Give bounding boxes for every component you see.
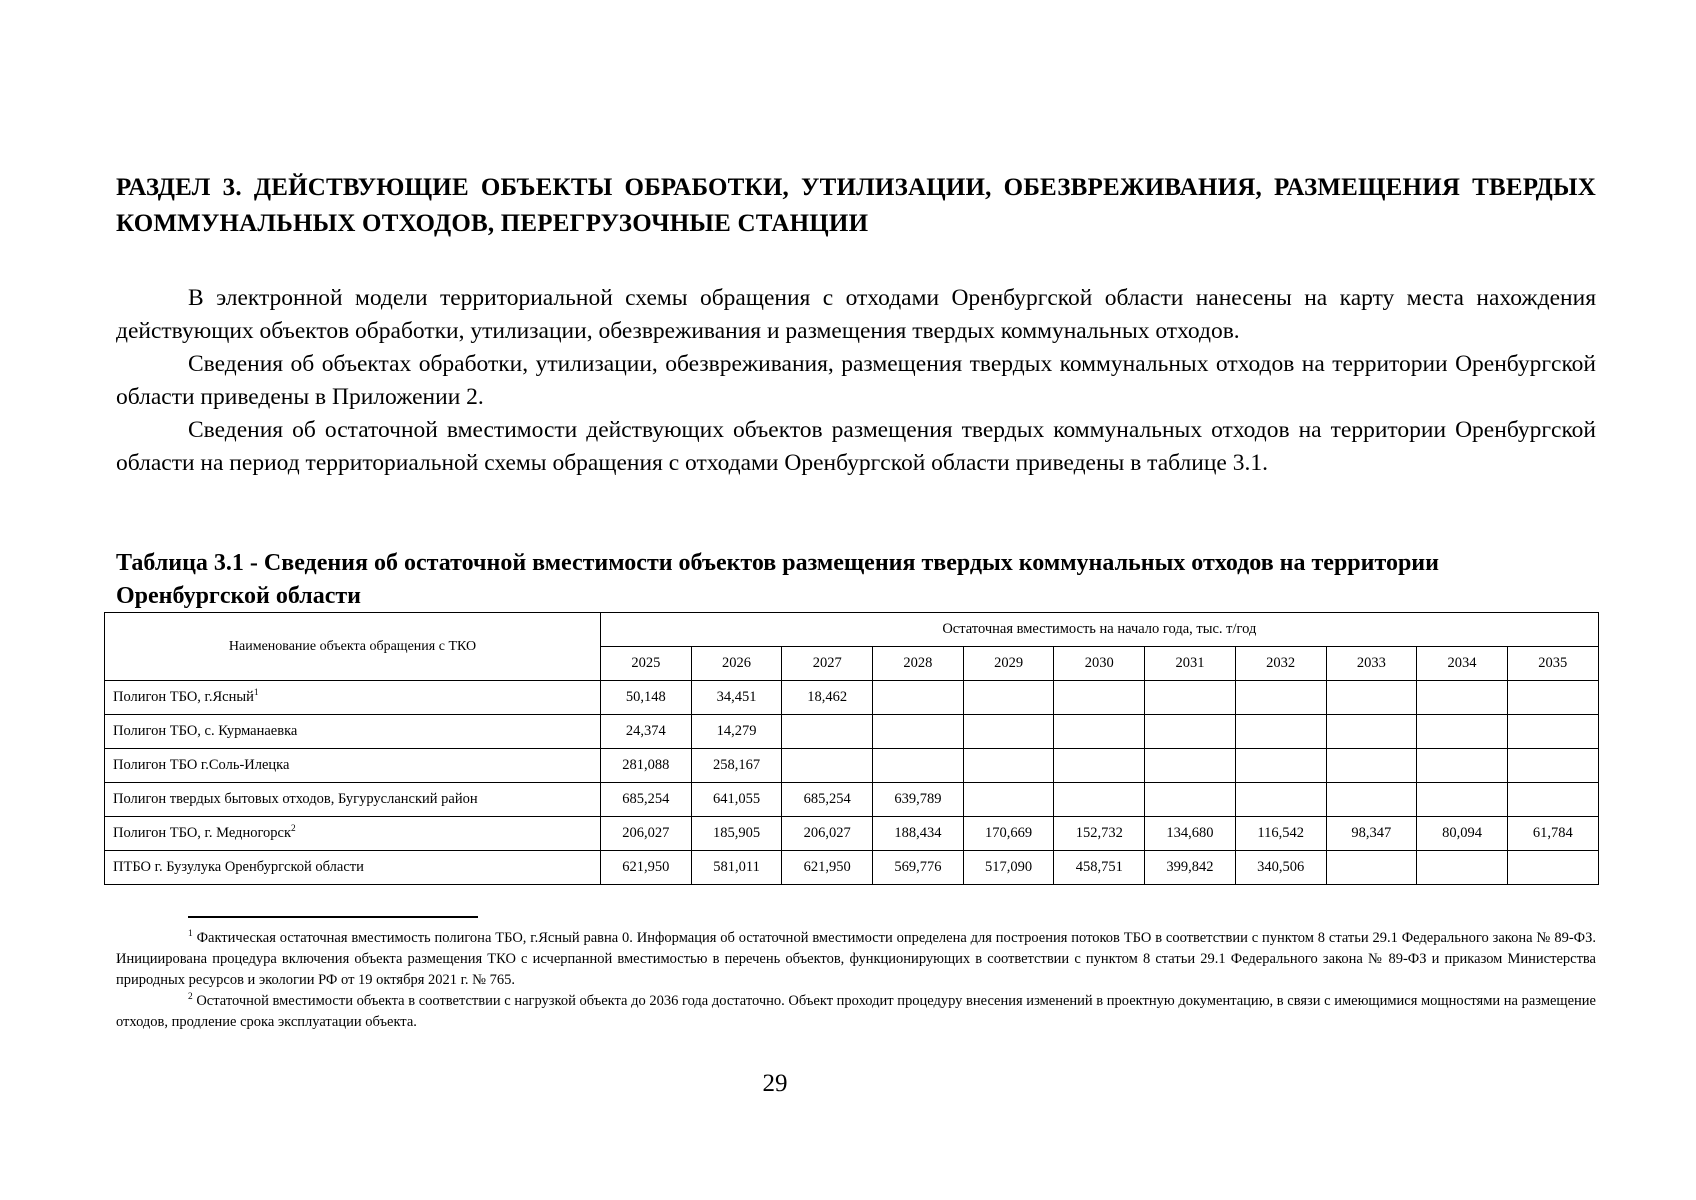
capacity-cell xyxy=(782,749,873,783)
footnote-ref: 1 xyxy=(253,688,259,699)
paragraph: В электронной модели территориальной схемы обращения с отходами Оренбургской области нанесены на карту места нахождения действующих объектов обработки, утилизации, обезвреживания и размещения твердых коммунальных отходов. xyxy=(116,285,1596,344)
page-number: 29 xyxy=(762,1070,788,1097)
capacity-cell xyxy=(1507,681,1598,715)
facility-name: Полигон ТБО, г.Ясный xyxy=(113,689,254,705)
capacity-cell: 170,669 xyxy=(963,817,1054,851)
table-row xyxy=(105,681,1599,715)
facility-name-cell xyxy=(105,783,601,817)
capacity-cell: 24,374 xyxy=(601,715,692,749)
capacity-cell: 340,506 xyxy=(1235,851,1326,885)
year-header: 2029 xyxy=(963,647,1054,681)
capacity-cell xyxy=(1326,783,1417,817)
capacity-cell xyxy=(1417,715,1508,749)
capacity-table xyxy=(104,612,1599,885)
capacity-cell xyxy=(1145,783,1236,817)
capacity-cell xyxy=(1235,715,1326,749)
paragraph: Сведения об объектах обработки, утилизации, обезвреживания, размещения твердых коммунальных отходов на территории Оренбургской области приведены в Приложении 2. xyxy=(116,351,1596,410)
year-header: 2034 xyxy=(1417,647,1508,681)
capacity-cell: 134,680 xyxy=(1145,817,1236,851)
capacity-cell: 18,462 xyxy=(782,681,873,715)
year-header: 2028 xyxy=(873,647,964,681)
capacity-cell xyxy=(963,681,1054,715)
capacity-cell xyxy=(782,715,873,749)
capacity-cell xyxy=(1054,783,1145,817)
year-header: 2031 xyxy=(1145,647,1236,681)
capacity-cell xyxy=(873,681,964,715)
capacity-cell xyxy=(1054,749,1145,783)
capacity-cell xyxy=(1417,749,1508,783)
capacity-cell: 116,542 xyxy=(1235,817,1326,851)
capacity-cell: 61,784 xyxy=(1507,817,1598,851)
capacity-cell xyxy=(1054,681,1145,715)
year-header: 2033 xyxy=(1326,647,1417,681)
capacity-cell: 399,842 xyxy=(1145,851,1236,885)
capacity-cell: 581,011 xyxy=(691,851,782,885)
capacity-cell: 685,254 xyxy=(782,783,873,817)
facility-name: Полигон ТБО г.Соль-Илецка xyxy=(113,757,290,773)
capacity-cell: 34,451 xyxy=(691,681,782,715)
capacity-cell xyxy=(1326,681,1417,715)
capacity-cell: 206,027 xyxy=(782,817,873,851)
capacity-cell xyxy=(1417,851,1508,885)
capacity-cell xyxy=(1326,749,1417,783)
facility-name: ПТБО г. Бузулука Оренбургской области xyxy=(113,859,364,875)
table-row xyxy=(105,851,1599,885)
table-row xyxy=(105,715,1599,749)
capacity-cell xyxy=(1507,783,1598,817)
capacity-cell: 281,088 xyxy=(601,749,692,783)
capacity-cell xyxy=(1235,783,1326,817)
capacity-cell xyxy=(1417,681,1508,715)
facility-name-cell xyxy=(105,749,601,783)
capacity-cell: 152,732 xyxy=(1054,817,1145,851)
body-text xyxy=(116,282,1596,480)
capacity-cell xyxy=(873,749,964,783)
capacity-cell xyxy=(1235,681,1326,715)
footnote xyxy=(116,991,1596,1033)
footnote-mark: 2 xyxy=(188,992,193,1003)
capacity-cell: 621,950 xyxy=(782,851,873,885)
facility-name: Полигон ТБО, г. Медногорск xyxy=(113,825,292,841)
capacity-cell: 621,950 xyxy=(601,851,692,885)
section-title: РАЗДЕЛ 3. ДЕЙСТВУЮЩИЕ ОБЪЕКТЫ ОБРАБОТКИ, УТИЛИЗАЦИИ, ОБЕЗВРЕЖИВАНИЯ, РАЗМЕЩЕНИЯ ТВЕРДЫХ КОММУНАЛЬНЫХ ОТХОДОВ, ПЕРЕГРУЗОЧНЫЕ СТАНЦИИ xyxy=(116,174,1596,237)
table-caption: Таблица 3.1 - Сведения об остаточной вместимости объектов размещения твердых коммунальных отходов на территории Оренбургской области xyxy=(116,550,1439,609)
footnotes xyxy=(116,928,1596,1033)
capacity-cell: 569,776 xyxy=(873,851,964,885)
capacity-cell: 639,789 xyxy=(873,783,964,817)
footnote-mark: 1 xyxy=(188,929,193,940)
footnote-ref: 2 xyxy=(291,824,296,835)
facility-name: Полигон ТБО, с. Курманаевка xyxy=(113,723,298,739)
year-header: 2032 xyxy=(1235,647,1326,681)
capacity-cell xyxy=(963,783,1054,817)
capacity-cell xyxy=(1054,715,1145,749)
capacity-cell: 206,027 xyxy=(601,817,692,851)
footnote-text: Фактическая остаточная вместимость полигона ТБО, г.Ясный равна 0. Информация об остаточной вместимости определена для построения потоков ТБО в соответствии с пунктом 8 статьи 29.1 Федерального закона № 89-ФЗ. Инициирована процедура включения объекта размещения ТКО с исчерпанной вместимостью в перечень объектов, функционирующих в соответствии с пунктом 8 статьи 29.1 Федерального закона № 89-ФЗ и приказом Министерства природных ресурсов и экологии РФ от 19 октября 2021 г. № 765. xyxy=(116,930,1596,988)
facility-name: Полигон твердых бытовых отходов, Бугурусланский район xyxy=(113,791,478,807)
capacity-cell: 98,347 xyxy=(1326,817,1417,851)
year-header: 2025 xyxy=(601,647,692,681)
table-row xyxy=(105,749,1599,783)
capacity-cell xyxy=(1235,749,1326,783)
facility-name-cell xyxy=(105,851,601,885)
capacity-cell xyxy=(1145,715,1236,749)
capacity-cell: 685,254 xyxy=(601,783,692,817)
footnote-text: Остаточной вместимости объекта в соответствии с нагрузкой объекта до 2036 года достаточно. Объект проходит процедуру внесения изменений в проектную документацию, в связи с имеющимися мощностями на размещение отходов, продление срока эксплуатации объекта. xyxy=(116,993,1596,1030)
capacity-cell xyxy=(963,715,1054,749)
facility-name-cell xyxy=(105,715,601,749)
facility-name-cell xyxy=(105,681,601,715)
year-header: 2027 xyxy=(782,647,873,681)
capacity-cell: 458,751 xyxy=(1054,851,1145,885)
capacity-cell: 50,148 xyxy=(601,681,692,715)
table-row xyxy=(105,783,1599,817)
footnote-separator xyxy=(188,916,478,918)
capacity-cell xyxy=(873,715,964,749)
capacity-cell: 517,090 xyxy=(963,851,1054,885)
capacity-cell xyxy=(1326,851,1417,885)
capacity-cell xyxy=(1145,681,1236,715)
paragraph: Сведения об остаточной вместимости действующих объектов размещения твердых коммунальных отходов на территории Оренбургской области на период территориальной схемы обращения с отходами Оренбургской области приведены в таблице 3.1. xyxy=(116,417,1596,476)
capacity-cell: 185,905 xyxy=(691,817,782,851)
capacity-cell xyxy=(1507,749,1598,783)
capacity-cell: 641,055 xyxy=(691,783,782,817)
capacity-cell xyxy=(1417,783,1508,817)
table-header-row xyxy=(105,613,1599,647)
year-header: 2026 xyxy=(691,647,782,681)
capacity-cell: 80,094 xyxy=(1417,817,1508,851)
group-column-header: Остаточная вместимость на начало года, тыс. т/год xyxy=(601,613,1599,647)
year-header: 2030 xyxy=(1054,647,1145,681)
capacity-cell xyxy=(1507,851,1598,885)
capacity-cell xyxy=(1507,715,1598,749)
table-row xyxy=(105,817,1599,851)
year-header: 2035 xyxy=(1507,647,1598,681)
capacity-cell: 188,434 xyxy=(873,817,964,851)
footnote xyxy=(116,928,1596,991)
name-column-header: Наименование объекта обращения с ТКО xyxy=(105,613,601,681)
capacity-cell xyxy=(1326,715,1417,749)
capacity-cell xyxy=(963,749,1054,783)
facility-name-cell xyxy=(105,817,601,851)
capacity-cell: 14,279 xyxy=(691,715,782,749)
capacity-cell xyxy=(1145,749,1236,783)
capacity-cell: 258,167 xyxy=(691,749,782,783)
